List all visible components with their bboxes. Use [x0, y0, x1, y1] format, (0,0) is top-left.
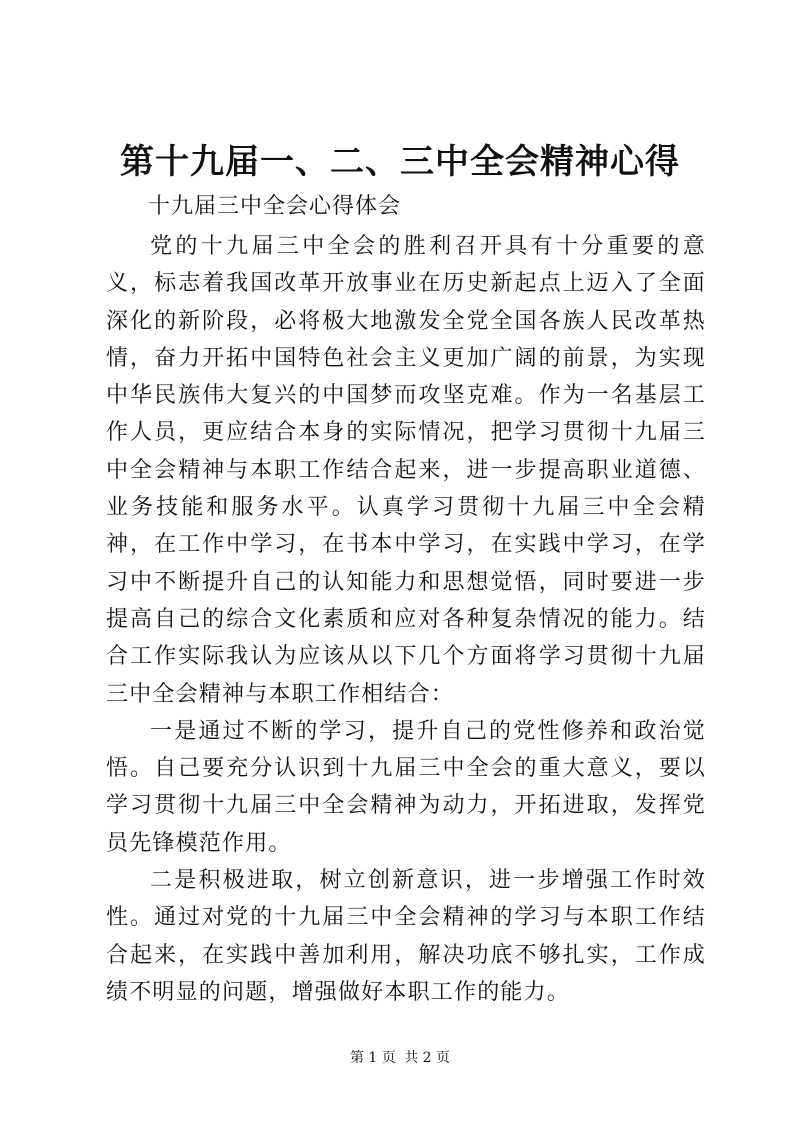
paragraph-point-one: 一是通过不断的学习，提升自己的党性修养和政治觉悟。自己要充分认识到十九届三中全会的重大意义，要以学习贯彻十九届三中全会精神为动力，开拓进取，发挥党员先锋模范作用。 — [106, 718, 706, 856]
paragraph-intro: 党的十九届三中全会的胜利召开具有十分重要的意义，标志着我国改革开放事业在历史新起点上迈入了全面深化的新阶段，必将极大地激发全党全国各族人民改革热情，奋力开拓中国特色社会主义更加广阔的前景，为实现中华民族伟大复兴的中国梦而攻坚克难。作为一名基层工作人员，更应结合本身的实际情况，把学习贯彻十九届三中全会精神与本职工作结合起来，进一步提高职业道德、业务技能和服务水平。认真学习贯彻十九届三中全会精神，在工作中学习，在书本中学习，在实践中学习，在学习中不断提升自己的认知能力和思想觉悟，同时要进一步提高自己的综合文化素质和应对各种复杂情况的能力。结合工作实际我认为应该从以下几个方面将学习贯彻十九届三中全会精神与本职工作相结合： — [106, 234, 706, 707]
page-number: 第 1 页 — [349, 1050, 396, 1066]
paragraph-point-two: 二是积极进取，树立创新意识，进一步增强工作时效性。通过对党的十九届三中全会精神的学习与本职工作结合起来，在实践中善加利用，解决功底不够扎实，工作成绩不明显的问题，增强做好本职工作的能力。 — [106, 868, 706, 1005]
page-title: 第十九届一、二、三中全会精神心得 — [120, 142, 680, 182]
document-body — [106, 228, 706, 1011]
document-subtitle: 十九届三中全会心得体会 — [148, 194, 402, 219]
page-footer — [0, 1048, 800, 1068]
page-total: 共 2 页 — [404, 1050, 451, 1066]
